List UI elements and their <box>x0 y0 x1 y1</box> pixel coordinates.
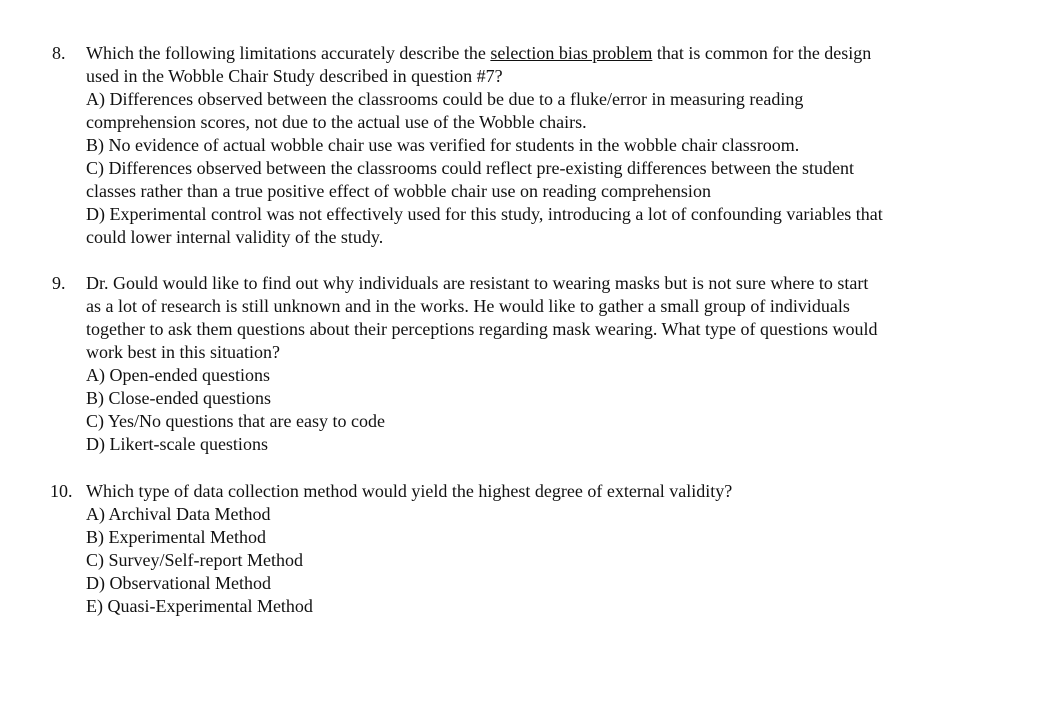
answer-option-a: A) Open-ended questions <box>86 365 270 385</box>
answer-option-d: D) Observational Method <box>86 573 271 593</box>
answer-option-c-cont: classes rather than a true positive effect of wobble chair use on reading comprehension <box>86 181 711 201</box>
question-body <box>86 480 986 618</box>
stem-text: that is common for the design <box>652 43 872 63</box>
question-stem-line: together to ask them questions about their perceptions regarding mask wearing. What type of questions would <box>86 319 878 339</box>
question-stem-line: as a lot of research is still unknown and in the works. He would like to gather a small group of individuals <box>86 296 850 316</box>
underlined-term: selection bias problem <box>490 43 653 63</box>
answer-option-d-cont: could lower internal validity of the study. <box>86 227 384 247</box>
question-body <box>86 42 986 249</box>
answer-option-e: E) Quasi-Experimental Method <box>86 596 313 616</box>
answer-option-a: A) Differences observed between the classrooms could be due to a fluke/error in measuring reading <box>86 89 804 109</box>
question-stem-line: Dr. Gould would like to find out why individuals are resistant to wearing masks but is not sure where to start <box>86 273 869 293</box>
question-number: 10. <box>50 481 73 501</box>
answer-option-d: D) Likert-scale questions <box>86 434 268 454</box>
answer-option-c: C) Differences observed between the classrooms could reflect pre-existing differences between the student <box>86 158 855 178</box>
answer-option-a: A) Archival Data Method <box>86 504 271 524</box>
answer-option-d: D) Experimental control was not effectively used for this study, introducing a lot of confounding variables that <box>86 204 883 224</box>
question-body <box>86 272 986 456</box>
answer-option-a-cont: comprehension scores, not due to the actual use of the Wobble chairs. <box>86 112 587 132</box>
question-number: 8. <box>52 43 66 63</box>
answer-option-c: C) Survey/Self-report Method <box>86 550 303 570</box>
answer-option-b: B) Experimental Method <box>86 527 266 547</box>
stem-text: Which the following limitations accurately describe the <box>86 43 491 63</box>
question-stem-line: Which type of data collection method would yield the highest degree of external validity? <box>86 481 733 501</box>
answer-option-b: B) No evidence of actual wobble chair use was verified for students in the wobble chair classroom. <box>86 135 800 155</box>
answer-option-c: C) Yes/No questions that are easy to code <box>86 411 385 431</box>
question-stem-line <box>86 42 986 65</box>
question-stem-line: work best in this situation? <box>86 342 280 362</box>
question-number: 9. <box>52 273 66 293</box>
question-stem-line: used in the Wobble Chair Study described in question #7? <box>86 66 503 86</box>
answer-option-b: B) Close-ended questions <box>86 388 271 408</box>
